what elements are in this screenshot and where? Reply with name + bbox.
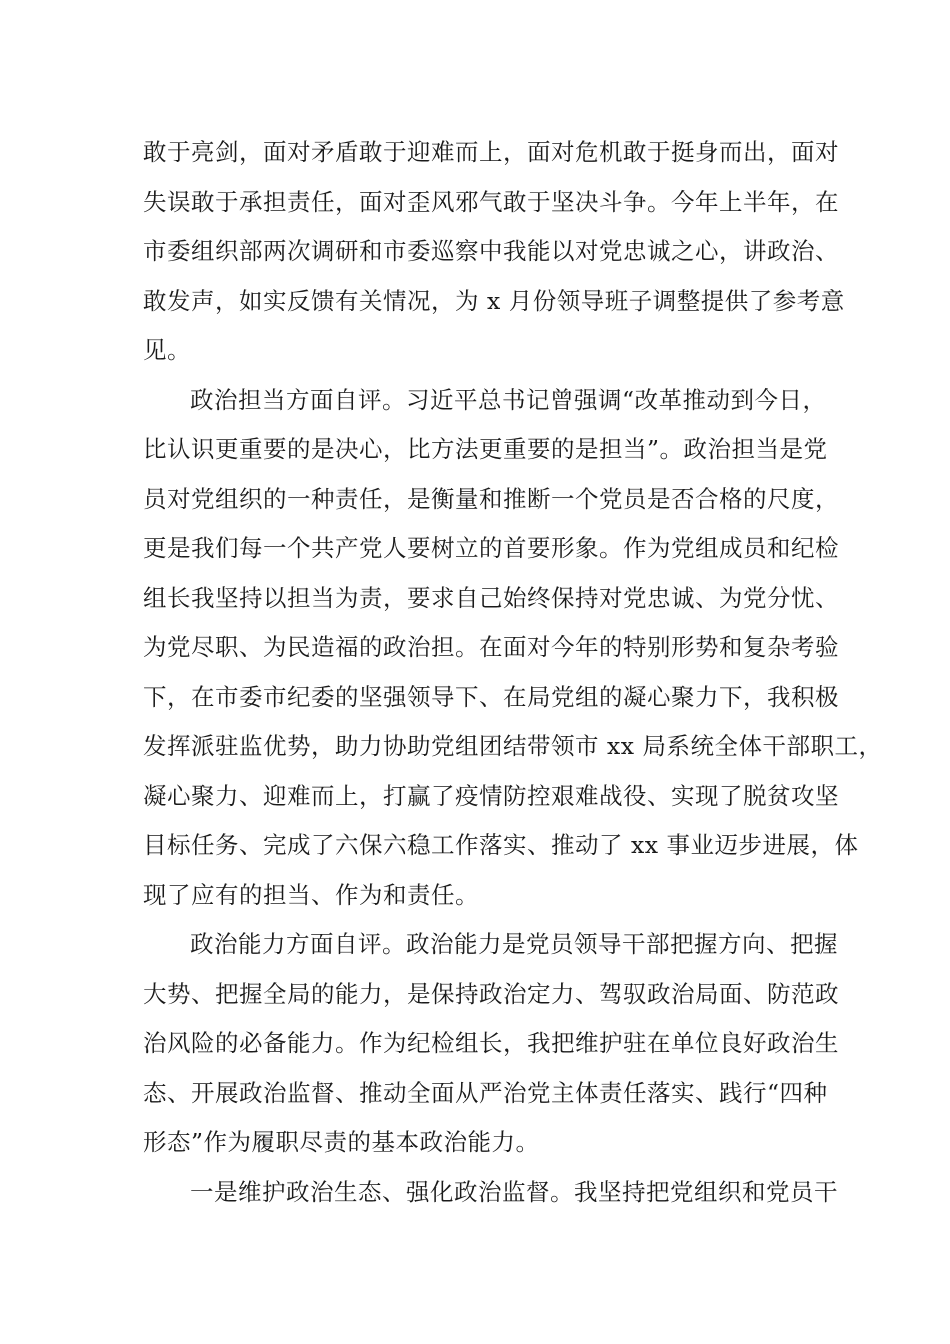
- text-line: 凝心聚力、迎难而上，打赢了疫情防控艰难战役、实现了脱贫攻坚: [143, 781, 839, 810]
- text-line: 比认识更重要的是决心，比方法更重要的是担当”。政治担当是党: [143, 435, 828, 463]
- text-line: 治风险的必备能力。作为纪检组长，我把维护驻在单位良好政治生: [143, 1029, 839, 1057]
- text-line: 员对党组织的一种责任，是衡量和推断一个党员是否合格的尺度，: [143, 484, 839, 513]
- text-line: 见。: [143, 336, 191, 364]
- text-line: 敢于亮剑，面对矛盾敢于迎难而上，面对危机敢于挺身而出，面对: [143, 138, 839, 166]
- text-line: 大势、把握全局的能力，是保持政治定力、驾驭政治局面、防范政: [143, 979, 839, 1008]
- text-line: 一是维护政治生态、强化政治监督。我坚持把党组织和党员干: [190, 1177, 838, 1206]
- text-line: 目标任务、完成了六保六稳工作落实、推动了 xx 事业迈步进展，体: [143, 831, 859, 859]
- text-line: 敢发声，如实反馈有关情况，为 x 月份领导班子调整提供了参考意: [143, 286, 845, 315]
- text-line: 现了应有的担当、作为和责任。: [143, 880, 479, 909]
- text-line: 政治担当方面自评。习近平总书记曾强调“改革推动到今日，: [190, 385, 827, 414]
- text-line: 市委组织部两次调研和市委巡察中我能以对党忠诚之心，讲政治、: [143, 237, 839, 265]
- text-line: 失误敢于承担责任，面对歪风邪气敢于坚决斗争。今年上半年，在: [143, 187, 839, 216]
- text-line: 组长我坚持以担当为责，要求自己始终保持对党忠诚、为党分忧、: [143, 583, 839, 612]
- text-line: 形态”作为履职尽责的基本政治能力。: [143, 1128, 540, 1156]
- text-line: 下，在市委市纪委的坚强领导下、在局党组的凝心聚力下，我积极: [143, 682, 839, 711]
- text-line: 态、开展政治监督、推动全面从严治党主体责任落实、践行“四种: [143, 1078, 828, 1107]
- body-text: [143, 128, 883, 1217]
- text-line: 更是我们每一个共产党人要树立的首要形象。作为党组成员和纪检: [143, 534, 839, 562]
- text-line: 发挥派驻监优势，助力协助党组团结带领市 xx 局系统全体干部职工，: [143, 732, 883, 760]
- text-line: 为党尽职、为民造福的政治担。在面对今年的特别形势和复杂考验: [143, 633, 839, 661]
- text-line: 政治能力方面自评。政治能力是党员领导干部把握方向、把握: [190, 930, 838, 958]
